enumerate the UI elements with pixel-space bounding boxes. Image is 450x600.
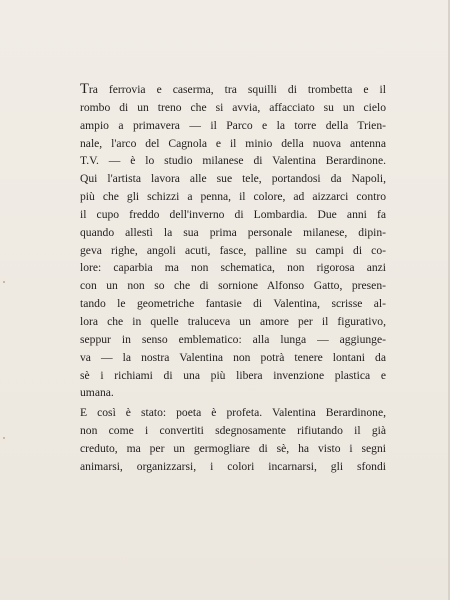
text-line: umana.: [80, 386, 114, 400]
text-line: quando allestì la sua prima personale milanese, dipin-: [80, 225, 386, 239]
text-line: sè i richiami di una più libera invenzione plastica e: [80, 368, 386, 382]
text-line: tando le geometriche fantasie di Valentina, scrisse al-: [80, 297, 386, 311]
paragraph-2: [80, 404, 386, 475]
text-line: animarsi, organizzarsi, i colori incarnarsi, gli sfondi: [80, 459, 386, 473]
initial-letter: T: [80, 81, 89, 97]
text-line: va — la nostra Valentina non potrà tenere lontani da: [80, 350, 386, 364]
text-line: geva righe, angoli acuti, fasce, palline su campi di co-: [80, 243, 386, 257]
text-line: ampio a primavera — il Parco e la torre della Trien-: [80, 118, 386, 132]
text-line: il cupo freddo dell'inverno di Lombardia. Due anni fa: [80, 207, 386, 221]
paragraph-1: [80, 81, 386, 402]
body-text: [80, 81, 386, 476]
text-line: seppur in senso emblematico: alla lunga — aggiunge-: [80, 332, 386, 346]
text-line: più che gli schizzi a penna, il colore, ad aizzarci contro: [80, 190, 386, 204]
paper-speck: [3, 281, 5, 283]
text-line: creduto, ma per un germogliare di sè, ha visto i segni: [80, 441, 386, 455]
text-line: con un non so che di sornione Alfonso Gatto, presen-: [80, 279, 386, 293]
text-line: Tra ferrovia e caserma, tra squilli di trombetta e il: [80, 81, 386, 97]
text-line: lora che in quelle traluceva un amore per il figurativo,: [80, 314, 386, 328]
paper-speck: [3, 437, 5, 439]
text-line: T.V. — è lo studio milanese di Valentina Berardinone.: [80, 154, 386, 168]
text-line: non come i convertiti sdegnosamente rifiutando il già: [80, 424, 386, 438]
text-line: E così è stato: poeta è profeta. Valentina Berardinone,: [80, 406, 386, 420]
text-line: nale, l'arco del Cagnola e il minio della nuova antenna: [80, 136, 386, 150]
text-line: Qui l'artista lavora alle sue tele, portandosi da Napoli,: [80, 172, 386, 186]
text-line: lore: caparbia ma non schematica, non rigorosa anzi: [80, 261, 386, 275]
text-line: rombo di un treno che si avvia, affacciato su un cielo: [80, 100, 386, 114]
